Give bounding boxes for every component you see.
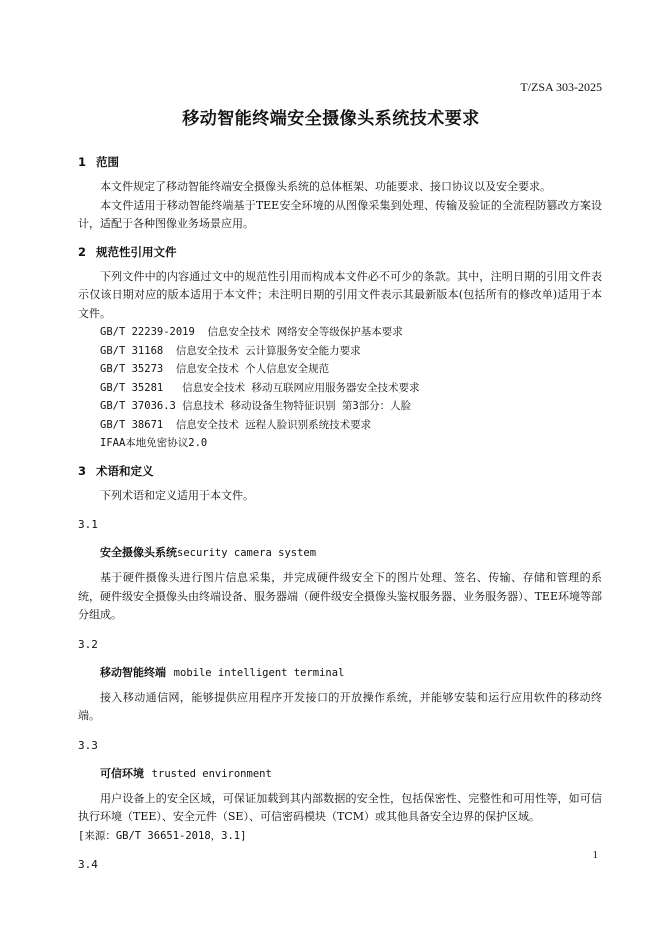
term-definition: 用户设备上的安全区域，可保证加载到其内部数据的安全性，包括保密性、完整性和可用性等，如可信执行环境（TEE）、安全元件（SE）、可信密码模块（TCM）或其他具备安全边界的保护区域。	[78, 791, 602, 823]
reference-item: GB/T 38671 信息安全技术 远程人脸识别系统技术要求	[100, 418, 372, 431]
paragraph: 下列文件中的内容通过文中的规范性引用而构成本文件必不可少的条款。其中，注明日期的引用文件表示仅该日期对应的版本适用于本文件；未注明日期的引用文件表示其最新版本(包括所有的修改单)适用于本文件。	[78, 269, 602, 320]
paragraph: 下列术语和定义适用于本文件。	[100, 488, 254, 502]
reference-item: GB/T 35273 信息安全技术 个人信息安全规范	[100, 363, 330, 375]
document-body	[78, 152, 602, 875]
reference-item: GB/T 35281 信息安全技术 移动互联网应用服务器安全技术要求	[100, 381, 420, 394]
paragraph: 本文件适用于移动智能终端基于TEE安全环境的从图像采集到处理、传输及验证的全流程防篡改方案设计，适配于各种图像业务场景应用。	[78, 198, 602, 230]
section-heading-terms-definitions: 3 术语和定义	[78, 463, 154, 478]
term-name: 移动智能终端 mobile intelligent terminal	[100, 665, 345, 679]
term-source: [来源：GB/T 36651-2018，3.1]	[78, 829, 247, 842]
reference-item: GB/T 22239-2019 信息安全技术 网络安全等级保护基本要求	[100, 326, 403, 338]
document-title: 移动智能终端安全摄像头系统技术要求	[182, 109, 480, 129]
term-number: 3.4	[78, 857, 98, 871]
page-number: 1	[592, 849, 598, 861]
term-definition: 基于硬件摄像头进行图片信息采集，并完成硬件级安全下的图片处理、签名、传输、存储和管理的系统，硬件级安全摄像头由终端设备、服务器端（硬件级安全摄像头鉴权服务器、业务服务器）、TEE环境等部分组成。	[78, 571, 602, 621]
reference-item: GB/T 31168 信息安全技术 云计算服务安全能力要求	[100, 344, 361, 357]
reference-item: IFAA本地免密协议2.0	[100, 437, 208, 449]
term-number: 3.3	[78, 738, 98, 752]
term-name: 安全摄像头系统security camera system	[100, 546, 317, 559]
section-heading-normative-references: 2 规范性引用文件	[78, 244, 177, 259]
term-name: 可信环境 trusted environment	[100, 766, 272, 780]
term-definition: 接入移动通信网，能够提供应用程序开发接口的开放操作系统，并能够安装和运行应用软件的移动终端。	[78, 690, 602, 722]
section-heading-scope: 1 范围	[78, 155, 119, 169]
reference-item: GB/T 37036.3 信息技术 移动设备生物特征识别 第3部分：人脸	[100, 400, 412, 412]
term-number: 3.2	[78, 637, 98, 651]
paragraph: 本文件规定了移动智能终端安全摄像头系统的总体框架、功能要求、接口协议以及安全要求。	[100, 180, 551, 193]
document-code: T/ZSA 303-2025	[520, 80, 602, 94]
term-number: 3.1	[78, 518, 98, 531]
